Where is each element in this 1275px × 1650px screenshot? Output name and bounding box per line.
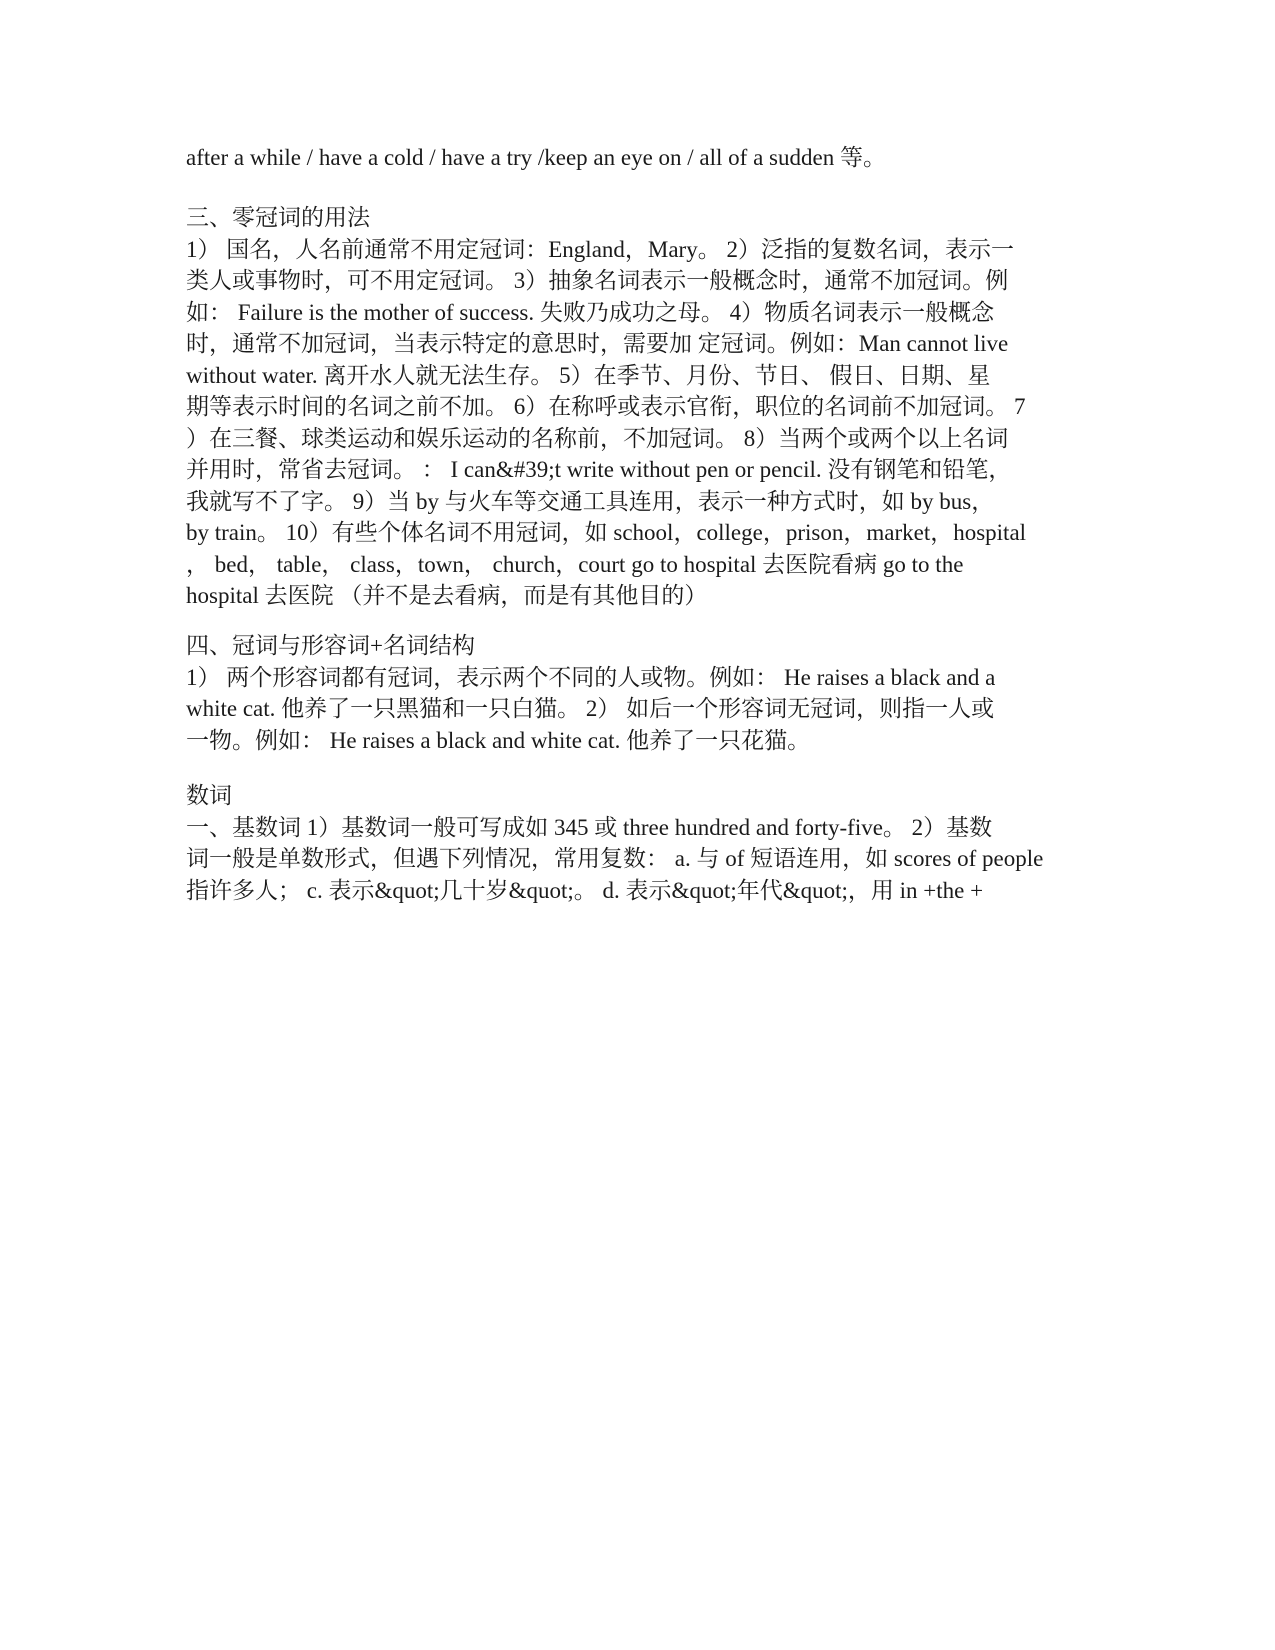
paragraph-line: 如： Failure is the mother of success. 失败乃成功之母。 4）物质名词表示一般概念 [186, 299, 995, 325]
intro-paragraph [186, 142, 1106, 174]
paragraph-line: 1） 国名，人名前通常不用定冠词：England，Mary。 2）泛指的复数名词，表示一 [186, 236, 1014, 262]
paragraph-line: 词一般是单数形式，但遇下列情况，常用复数： a. 与 of 短语连用，如 scores of people [186, 846, 1044, 871]
section-numerals [186, 780, 1106, 906]
paragraph-line: by train。 10）有些个体名词不用冠词，如 school，college，prison，market，hospital [186, 520, 1027, 545]
paragraph-line: 一物。例如： He raises a black and white cat. 他养了一只花猫。 [186, 727, 811, 753]
paragraph-line: 一、基数词 1）基数词一般可写成如 345 或 three hundred and forty-five。 2）基数 [186, 814, 993, 840]
paragraph-line: 1） 两个形容词都有冠词，表示两个不同的人或物。例如： He raises a black and a [186, 664, 996, 690]
paragraph-line: 期等表示时间的名词之前不加。 6）在称呼或表示官衔，职位的名词前不加冠词。 7 [186, 394, 1026, 419]
paragraph-line: white cat. 他养了一只黑猫和一只白猫。 2） 如后一个形容词无冠词，则指一人或 [186, 696, 995, 721]
section-heading-article-adjective-noun: 四、冠词与形容词+名词结构 [186, 633, 475, 658]
intro-line: after a while / have a cold / have a try /keep an eye on / all of a sudden 等。 [186, 145, 886, 170]
section-article-adjective-noun [186, 630, 1106, 756]
paragraph-line: ）在三餐、球类运动和娱乐运动的名称前，不加冠词。 8）当两个或两个以上名词 [186, 425, 1009, 451]
paragraph-line: ， bed， table， class，town， church，court go to hospital 去医院看病 go to the [186, 551, 964, 577]
paragraph-line: 我就写不了字。 9）当 by 与火车等交通工具连用，表示一种方式时，如 by bus， [186, 488, 995, 514]
paragraph-line: 指许多人； c. 表示&quot;几十岁&quot;。 d. 表示&quot;年代&quot;，用 in +the + [186, 877, 984, 903]
section-heading-numerals: 数词 [186, 783, 232, 808]
paragraph-line: without water. 离开水人就无法生存。 5）在季节、月份、节日、 假日、日期、星 [186, 362, 991, 388]
paragraph-line: 并用时，常省去冠词。 ： I can&#39;t write without pen or pencil. 没有钢笔和铅笔， [186, 457, 1012, 482]
section-zero-article [186, 202, 1106, 612]
paragraph-line: 时，通常不加冠词，当表示特定的意思时，需要加 定冠词。例如：Man cannot live [186, 331, 1009, 356]
paragraph-line: 类人或事物时，可不用定冠词。 3）抽象名词表示一般概念时，通常不加冠词。例 [186, 268, 1009, 293]
section-heading-zero-article: 三、零冠词的用法 [186, 205, 370, 230]
paragraph-line: hospital 去医院 （并不是去看病，而是有其他目的） [186, 583, 708, 608]
